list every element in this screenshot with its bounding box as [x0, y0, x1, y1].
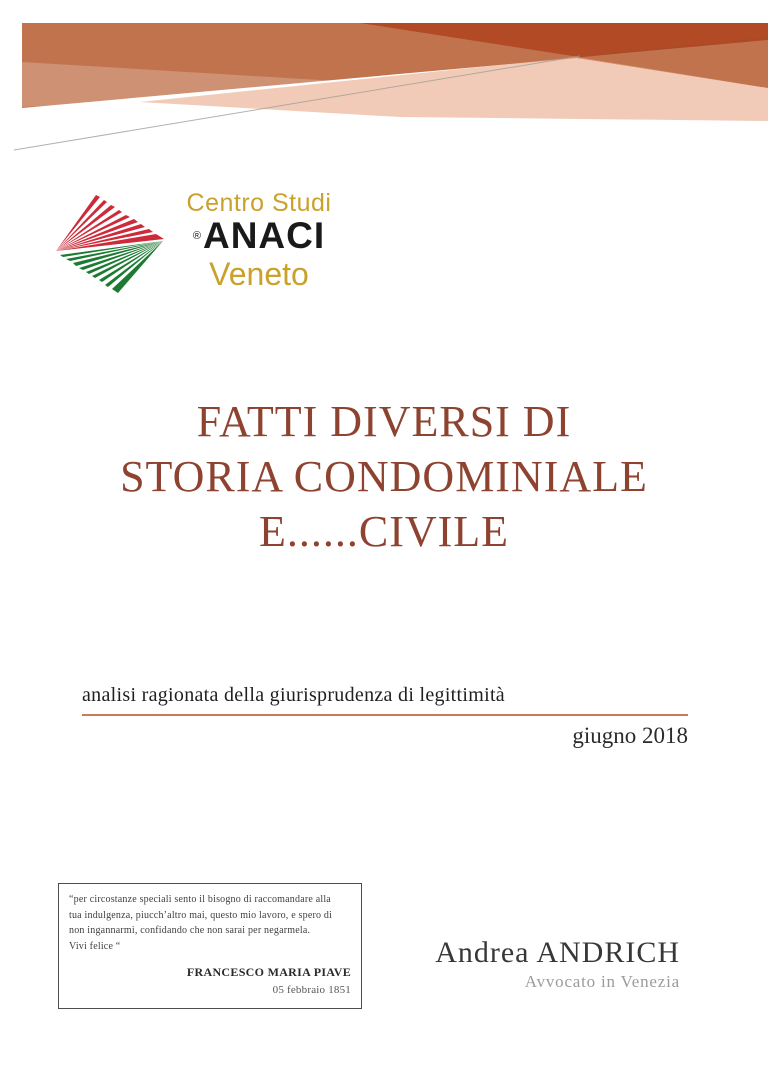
subtitle-block [82, 684, 688, 749]
logo-veneto: Veneto [209, 256, 309, 293]
quote-date: 05 febbraio 1851 [272, 983, 351, 996]
quote-line: non ingannarmi, confidando che non sarai per negarmela. [69, 925, 311, 936]
anaci-fan-icon [48, 188, 168, 300]
quote-line: Vivi felice “ [69, 940, 121, 952]
publication-date: giugno 2018 [572, 723, 688, 748]
author-name: Andrea ANDRICH [435, 936, 680, 969]
title-line-3: E......CIVILE [258, 507, 510, 556]
registered-mark: ® [192, 230, 202, 243]
anaci-logo [48, 188, 348, 300]
subtitle: analisi ragionata della giurisprudenza di legittimità [82, 684, 688, 716]
logo-anaci [170, 217, 348, 256]
quote-attribution: FRANCESCO MARIA PIAVE [186, 965, 351, 979]
header-decoration [0, 0, 768, 165]
fan-red-stripes [56, 195, 164, 251]
author-role: Avvocato in Venezia [524, 972, 680, 991]
page-title [0, 394, 768, 559]
title-line-1: FATTI DIVERSI DI [196, 397, 572, 446]
title-line-2: STORIA CONDOMINIALE [120, 452, 648, 501]
logo-centro-studi: Centro Studi [186, 189, 332, 217]
logo-anaci-text: ANACI [202, 215, 326, 257]
author-block [435, 936, 680, 992]
quote-line: “per circostanze speciali sento il bisogno di raccomandare alla [69, 894, 331, 905]
logo-text [170, 190, 348, 292]
quote-line: tua indulgenza, piucch’altro mai, questo mio lavoro, e spero di [69, 909, 333, 921]
quote-box [58, 883, 362, 1009]
